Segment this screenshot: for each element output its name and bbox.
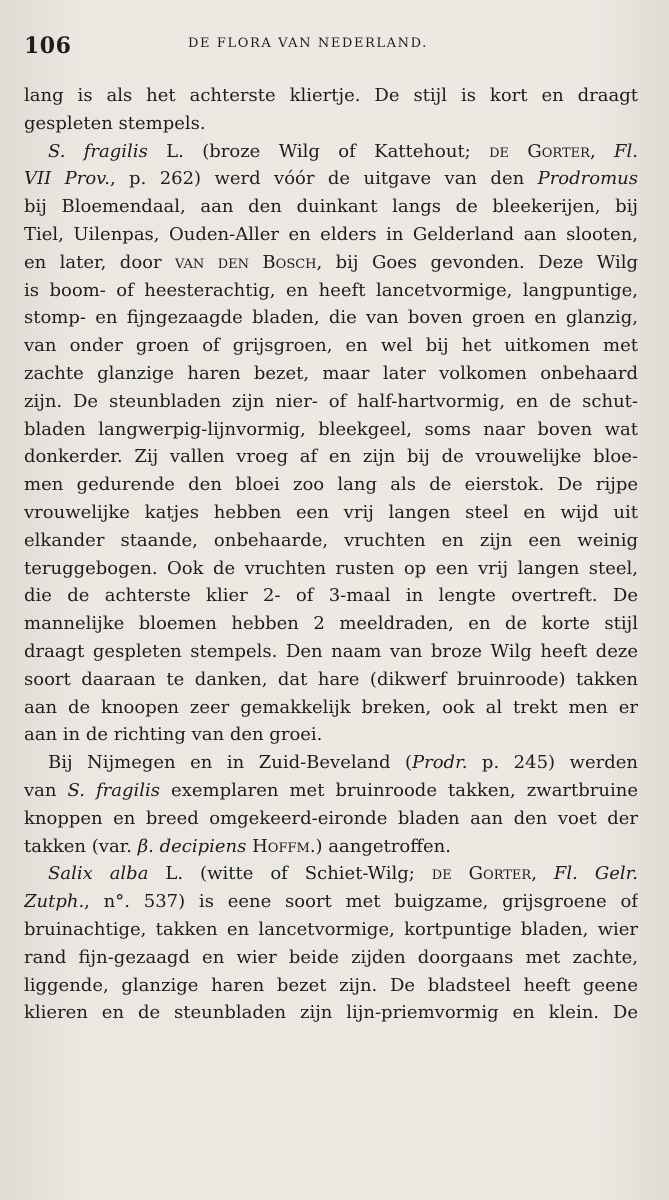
text-line (24, 749, 638, 777)
text-run: Bij Nijmegen en in Zuid-Beveland ( (48, 752, 412, 774)
text-line (24, 916, 638, 944)
text-line (24, 777, 638, 805)
text-line (24, 471, 638, 499)
small-caps-text: Hoffm. (252, 835, 316, 857)
text-run: van onder groen of grijsgroen, en wel bij het uitkomen met (24, 335, 638, 357)
italic-text: Prodromus (537, 168, 638, 190)
text-run: zachte glanzige haren bezet, maar later volkomen onbehaard (24, 362, 638, 384)
text-line (24, 999, 638, 1027)
text-run: , n°. 537) is eene soort met buigzame, grijsgroene of (84, 891, 638, 913)
text-run: elkander staande, onbehaarde, vruchten en zijn een weinig (24, 529, 638, 551)
text-line (24, 610, 638, 638)
page-number: 106 (24, 33, 72, 59)
text-line (24, 555, 638, 583)
text-run: bruinachtige, takken en lancetvormige, kortpuntige bladen, wier (24, 918, 638, 940)
text-run: draagt gespleten stempels. Den naam van broze Wilg heeft deze (24, 640, 638, 662)
text-line (24, 193, 638, 221)
text-run: gespleten stempels. (24, 112, 206, 134)
text-run: teruggebogen. Ook de vruchten rusten op een vrij langen steel, (24, 557, 638, 579)
text-run: , (589, 140, 615, 162)
text-line (24, 694, 638, 722)
text-line (24, 860, 638, 888)
text-line (24, 82, 638, 110)
text-line (24, 110, 638, 138)
text-run: , bij Goes gevonden. Deze Wilg (316, 251, 638, 273)
text-run: mannelijke bloemen hebben 2 meeldraden, en de korte stijl (24, 613, 638, 635)
text-run: vrouwelijke katjes hebben een vrij langen steel en wijd uit (24, 501, 638, 523)
text-line (24, 221, 638, 249)
text-run: p. 245) werden (467, 752, 638, 774)
text-run: men gedurende den bloei zoo lang als de eierstok. De rijpe (24, 474, 638, 496)
italic-text: Fl. (614, 140, 638, 162)
text-line (24, 304, 638, 332)
italic-text: VII Prov. (24, 168, 110, 190)
text-run: bij Bloemendaal, aan den duinkant langs de bleekerijen, bij (24, 196, 638, 218)
body-text (24, 82, 638, 1027)
text-line (24, 721, 638, 749)
text-run: bladen langwerpig-lijnvormig, bleekgeel, soms naar boven wat (24, 418, 638, 440)
text-line (24, 666, 638, 694)
text-line (24, 638, 638, 666)
text-line (24, 805, 638, 833)
text-run: klieren en de steunbladen zijn lijn-priemvormig en klein. De (24, 1002, 638, 1024)
text-run: donkerder. Zij vallen vroeg af en zijn bij de vrouwelijke bloe- (24, 446, 638, 468)
text-line (24, 527, 638, 555)
text-line (24, 416, 638, 444)
text-run: ) aangetroffen. (315, 835, 451, 857)
text-line (24, 833, 638, 861)
text-line (24, 332, 638, 360)
italic-text: β. decipiens (137, 835, 247, 857)
text-run: takken (var. (24, 835, 138, 857)
italic-text: S. fragilis (67, 779, 161, 801)
text-run: van (24, 779, 68, 801)
text-run: is boom- of heesterachtig, en heeft lancetvormige, langpuntige, (24, 279, 638, 301)
text-line (24, 138, 638, 166)
text-line (24, 972, 638, 1000)
text-run: aan in de richting van den groei. (24, 724, 323, 746)
running-title: DE FLORA VAN NEDERLAND. (188, 36, 428, 51)
text-run: stomp- en fijngezaagde bladen, die van boven groen en glanzig, (24, 307, 638, 329)
text-run: L. (witte of Schiet-Wilg; (148, 863, 432, 885)
text-run: rand fijn-gezaagd en wier beide zijden doorgaans met zachte, (24, 946, 638, 968)
italic-text: Salix alba (48, 863, 149, 885)
text-line (24, 388, 638, 416)
text-line (24, 944, 638, 972)
text-line (24, 165, 638, 193)
text-run: knoppen en breed omgekeerd-eironde bladen aan den voet der (24, 807, 638, 829)
text-line (24, 443, 638, 471)
text-line (24, 360, 638, 388)
italic-text: S. fragilis (48, 140, 148, 162)
small-caps-text: van den Bosch (175, 251, 317, 273)
text-run: exemplaren met bruinroode takken, zwartbruine (160, 779, 638, 801)
text-run: , (531, 863, 554, 885)
text-run: die de achterste klier 2- of 3-maal in lengte overtreft. De (24, 585, 638, 607)
small-caps-text: de Gorter (489, 140, 590, 162)
italic-text: Fl. Gelr. (553, 863, 638, 885)
text-run: Tiel, Uilenpas, Ouden-Aller en elders in Gelderland aan slooten, (24, 223, 638, 245)
text-run: zijn. De steunbladen zijn nier- of half-hartvormig, en de schut- (24, 390, 638, 412)
text-line (24, 277, 638, 305)
text-line (24, 249, 638, 277)
text-line (24, 582, 638, 610)
text-run: aan de knoopen zeer gemakkelijk breken, ook al trekt men er (24, 696, 638, 718)
italic-text: Prodr. (412, 752, 468, 774)
text-run: liggende, glanzige haren bezet zijn. De bladsteel heeft geene (24, 974, 638, 996)
text-run: en later, door (24, 251, 176, 273)
page-header (24, 33, 639, 63)
text-line (24, 499, 638, 527)
text-run: L. (broze Wilg of Kattehout; (147, 140, 490, 162)
text-run: soort daaraan te danken, dat hare (dikwerf bruinroode) takken (24, 668, 638, 690)
italic-text: Zutph. (24, 891, 85, 913)
small-caps-text: de Gorter (431, 863, 532, 885)
text-run: lang is als het achterste kliertje. De stijl is kort en draagt (24, 85, 638, 106)
text-line (24, 888, 638, 916)
text-run: , p. 262) werd vóór de uitgave van den (109, 168, 538, 190)
